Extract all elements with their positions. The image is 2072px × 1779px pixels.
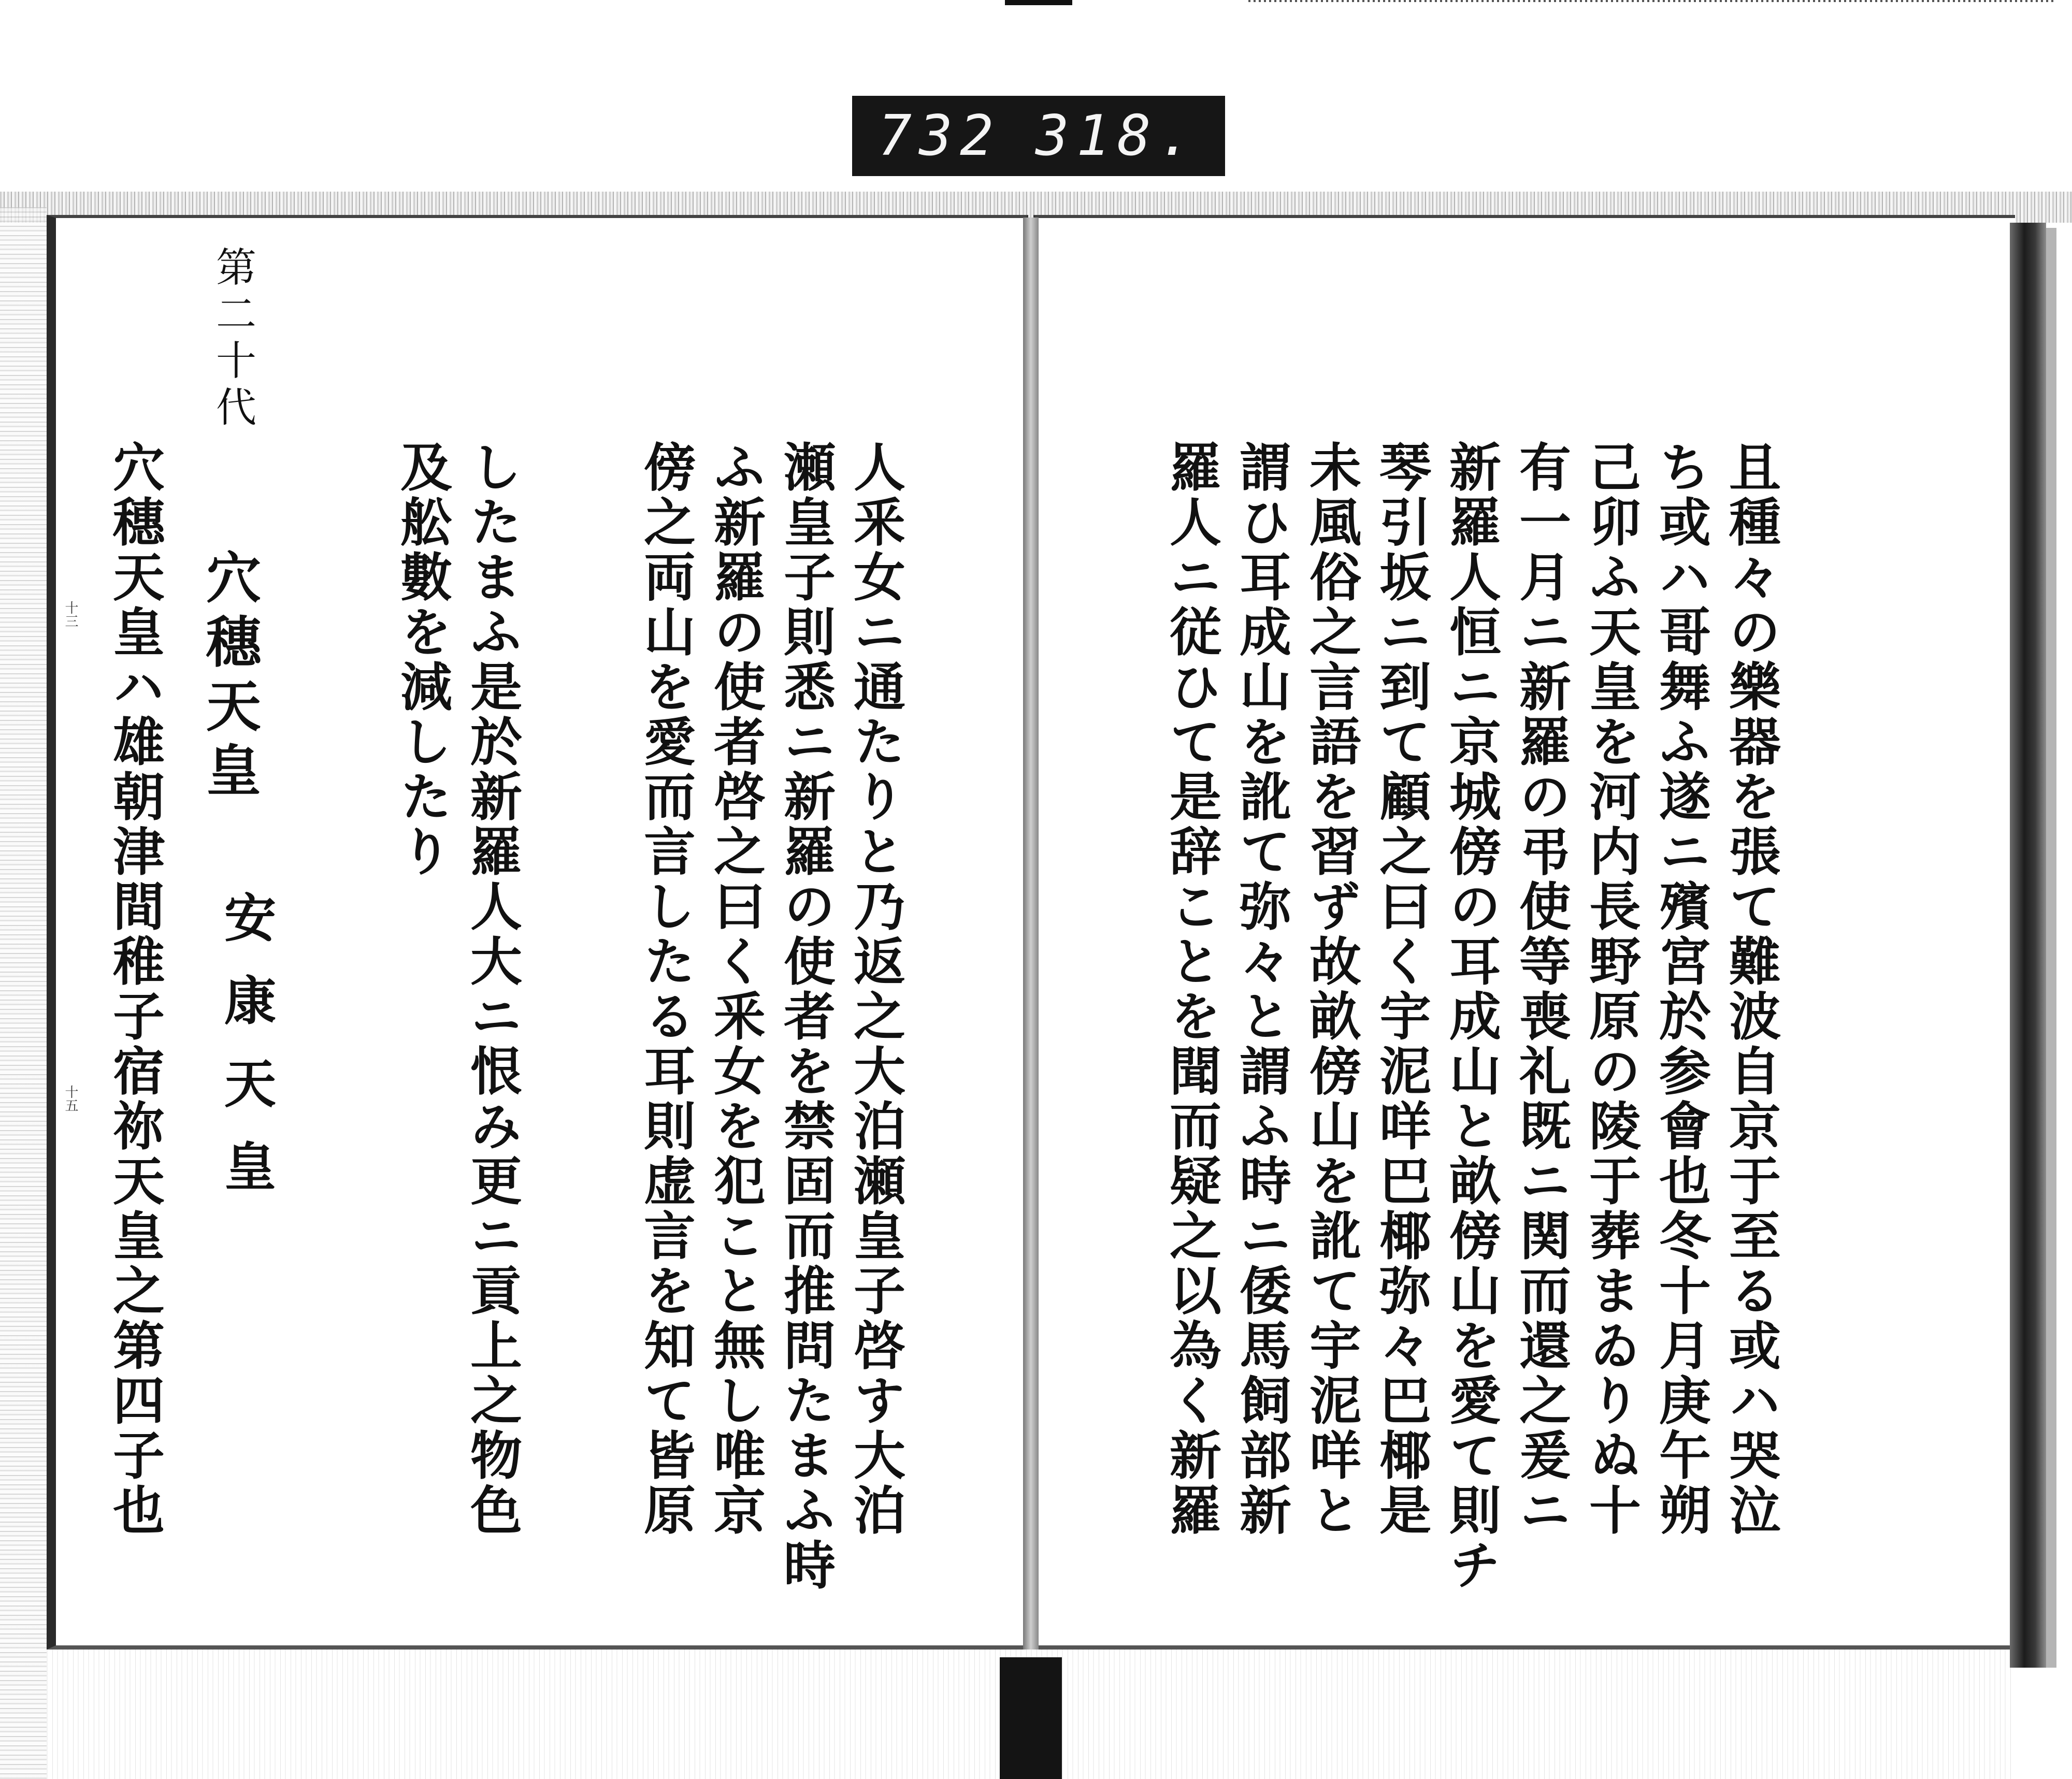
text-column: 謂ひ耳成山を訛て弥々と謂ふ時ニ倭馬飼部新	[1231, 440, 1292, 1538]
page-mark: 十五	[63, 1085, 78, 1112]
text-column: 未風俗之言語を習ず故畝傍山を訛て宇泥咩と	[1301, 440, 1362, 1538]
emperor-heading: 穴穗天皇	[197, 549, 262, 806]
text-column: 羅人ニ従ひて是辞ことを聞而疑之以為く新羅	[1161, 440, 1222, 1538]
text-column: 及舩數を減したり	[392, 440, 453, 879]
text-column: 瀬皇子則悉ニ新羅の使者を禁固而推問たまふ時	[775, 440, 836, 1593]
text-column: ふ新羅の使者啓之曰く釆女を犯こと無し唯京	[705, 440, 766, 1538]
text-column: 人釆女ニ通たりと乃返之大泊瀬皇子啓す大泊	[845, 440, 906, 1538]
text-column: 且種々の樂器を張て難波自京于至る或ハ哭泣	[1720, 440, 1781, 1538]
page-stack-strip	[2046, 228, 2056, 1668]
generation-heading: 第二十代	[209, 246, 256, 432]
text-column: 新羅人恒ニ京城傍の耳成山と畝傍山を愛て則チ	[1441, 440, 1502, 1593]
text-column: 有一月ニ新羅の弔使等喪礼既ニ関而還之爰ニ	[1510, 440, 1572, 1538]
book-gutter	[1023, 218, 1039, 1650]
page-mark: 十三	[63, 601, 78, 628]
text-column: 琴引坂ニ到て顧之曰く宇泥咩巴椰弥々巴椰是	[1371, 440, 1432, 1538]
text-column: 傍之両山を愛而言したる耳則虚言を知て皆原	[635, 440, 696, 1538]
text-column: したまふ是於新羅人大ニ恨み更ニ貢上之物色	[462, 440, 523, 1538]
call-number-left: 732	[878, 104, 1001, 168]
text-column: ち或ハ哥舞ふ遂ニ殯宮於参會也冬十月庚午朔	[1650, 440, 1711, 1538]
page-stack-edge	[2010, 223, 2046, 1668]
call-number-label	[852, 96, 1225, 176]
intro-column: 穴穗天皇ハ雄朝津間稚子宿祢天皇之第四子也	[104, 440, 165, 1538]
text-column: 己卯ふ天皇を河内長野原の陵于葬まゐりぬ十	[1580, 440, 1642, 1538]
top-edge-mark	[1005, 0, 1072, 5]
scan-noise-left	[0, 207, 47, 1779]
call-number-right: 318.	[1035, 104, 1199, 168]
top-edge-rule	[1248, 0, 2056, 2]
emperor-alt-name: 安康天皇	[215, 891, 277, 1222]
gutter-clip	[1000, 1657, 1062, 1779]
